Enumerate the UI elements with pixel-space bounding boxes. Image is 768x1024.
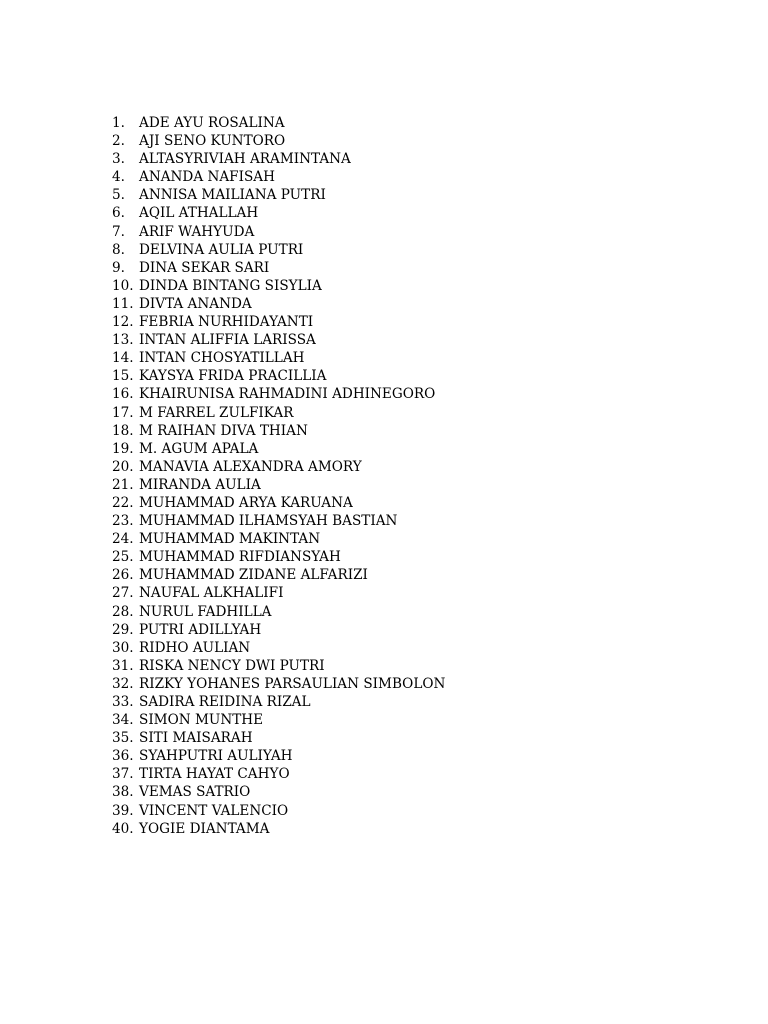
list-item xyxy=(112,223,445,241)
list-item xyxy=(112,476,445,494)
list-item xyxy=(112,729,445,747)
item-name: MUHAMMAD ZIDANE ALFARIZI xyxy=(139,567,368,584)
item-name: ADE AYU ROSALINA xyxy=(139,115,285,131)
item-name: DIVTA ANANDA xyxy=(139,295,252,312)
item-number: 29. xyxy=(112,621,134,638)
item-name: INTAN CHOSYATILLAH xyxy=(139,350,305,367)
list-item xyxy=(112,422,445,440)
list-item xyxy=(112,241,445,259)
item-number: 33. xyxy=(112,694,134,710)
list-item xyxy=(112,675,445,693)
item-name: ALTASYRIVIAH ARAMINTANA xyxy=(139,151,351,168)
list-item xyxy=(112,783,445,801)
item-number: 7. xyxy=(112,223,125,240)
item-number: 24. xyxy=(112,531,134,548)
list-item xyxy=(112,657,445,675)
list-item xyxy=(112,132,445,150)
list-item xyxy=(112,711,445,729)
item-name: MIRANDA AULIA xyxy=(139,476,261,493)
item-name: MUHAMMAD MAKINTAN xyxy=(139,531,321,548)
item-number: 37. xyxy=(112,766,134,783)
list-item xyxy=(112,367,445,385)
item-number: 20. xyxy=(112,458,134,475)
item-number: 30. xyxy=(112,639,134,656)
item-name: RIZKY YOHANES PARSAULIAN SIMBOLON xyxy=(139,675,446,692)
list-item xyxy=(112,603,445,621)
item-number: 2. xyxy=(112,133,125,150)
list-item xyxy=(112,277,445,295)
item-number: 12. xyxy=(112,314,134,331)
item-number: 32. xyxy=(112,675,134,692)
list-item xyxy=(112,458,445,476)
list-item xyxy=(112,259,445,277)
list-item xyxy=(112,765,445,783)
item-number: 6. xyxy=(112,205,125,222)
item-name: MUHAMMAD ARYA KARUANA xyxy=(139,494,353,511)
list-item xyxy=(112,186,445,204)
item-name: FEBRIA NURHIDAYANTI xyxy=(139,314,314,331)
item-number: 10. xyxy=(112,277,134,294)
list-item xyxy=(112,693,445,711)
item-number: 3. xyxy=(112,151,125,168)
item-name: MUHAMMAD RIFDIANSYAH xyxy=(139,549,341,566)
item-number: 40. xyxy=(112,820,134,837)
item-number: 27. xyxy=(112,585,134,602)
list-item xyxy=(112,168,445,186)
item-number: 5. xyxy=(112,187,125,204)
list-item xyxy=(112,639,445,657)
list-item xyxy=(112,295,445,313)
item-name: SIMON MUNTHE xyxy=(139,712,264,729)
list-item xyxy=(112,820,445,838)
item-name: DINDA BINTANG SISYLIA xyxy=(139,277,322,294)
list-item xyxy=(112,204,445,222)
list-item xyxy=(112,584,445,602)
item-name: SADIRA REIDINA RIZAL xyxy=(139,694,311,710)
name-list xyxy=(112,114,445,838)
item-number: 31. xyxy=(112,657,134,674)
item-name: M. AGUM APALA xyxy=(139,440,259,457)
list-item xyxy=(112,313,445,331)
list-item xyxy=(112,548,445,566)
list-item xyxy=(112,566,445,584)
item-number: 38. xyxy=(112,784,134,801)
item-name: RISKA NENCY DWI PUTRI xyxy=(139,657,325,674)
item-name: SYAHPUTRI AULIYAH xyxy=(139,748,293,765)
list-item xyxy=(112,385,445,403)
list-item xyxy=(112,747,445,765)
item-number: 34. xyxy=(112,712,134,729)
list-item xyxy=(112,404,445,422)
list-item xyxy=(112,621,445,639)
list-item xyxy=(112,349,445,367)
item-number: 13. xyxy=(112,332,134,349)
item-name: M FARREL ZULFIKAR xyxy=(139,404,294,421)
item-name: AQIL ATHALLAH xyxy=(139,205,259,222)
item-number: 9. xyxy=(112,259,125,276)
item-number: 35. xyxy=(112,730,134,747)
item-number: 39. xyxy=(112,802,134,819)
item-name: ANNISA MAILIANA PUTRI xyxy=(139,187,326,204)
item-number: 19. xyxy=(112,440,134,457)
item-name: KAYSYA FRIDA PRACILLIA xyxy=(139,368,327,385)
list-item xyxy=(112,114,445,132)
item-number: 16. xyxy=(112,386,134,403)
list-item xyxy=(112,150,445,168)
list-item xyxy=(112,802,445,820)
item-name: PUTRI ADILLYAH xyxy=(139,621,262,638)
item-number: 21. xyxy=(112,476,134,493)
item-number: 1. xyxy=(112,115,125,131)
item-name: INTAN ALIFFIA LARISSA xyxy=(139,332,316,349)
item-name: VINCENT VALENCIO xyxy=(139,802,289,819)
item-number: 14. xyxy=(112,350,134,367)
item-number: 28. xyxy=(112,603,134,620)
item-name: RIDHO AULIAN xyxy=(139,639,251,656)
list-item xyxy=(112,494,445,512)
item-name: NAUFAL ALKHALIFI xyxy=(139,585,284,602)
list-item xyxy=(112,440,445,458)
item-name: DELVINA AULIA PUTRI xyxy=(139,241,304,258)
item-name: M RAIHAN DIVA THIAN xyxy=(139,422,308,439)
item-name: MANAVIA ALEXANDRA AMORY xyxy=(139,458,362,475)
item-number: 8. xyxy=(112,241,125,258)
item-name: VEMAS SATRIO xyxy=(139,784,251,801)
list-item xyxy=(112,512,445,530)
item-number: 23. xyxy=(112,513,134,530)
list-item xyxy=(112,331,445,349)
item-number: 11. xyxy=(112,295,134,312)
item-number: 22. xyxy=(112,494,134,511)
list-item xyxy=(112,530,445,548)
item-name: ARIF WAHYUDA xyxy=(139,223,255,240)
item-name: TIRTA HAYAT CAHYO xyxy=(139,766,290,783)
item-name: ANANDA NAFISAH xyxy=(139,169,275,186)
item-name: NURUL FADHILLA xyxy=(139,603,272,620)
item-name: SITI MAISARAH xyxy=(139,730,253,747)
item-number: 25. xyxy=(112,549,134,566)
item-number: 36. xyxy=(112,748,134,765)
item-name: YOGIE DIANTAMA xyxy=(139,820,270,837)
item-number: 4. xyxy=(112,169,125,186)
item-name: MUHAMMAD ILHAMSYAH BASTIAN xyxy=(139,513,398,530)
item-number: 15. xyxy=(112,368,134,385)
item-number: 26. xyxy=(112,567,134,584)
item-number: 17. xyxy=(112,404,134,421)
item-name: DINA SEKAR SARI xyxy=(139,259,270,276)
item-name: AJI SENO KUNTORO xyxy=(139,133,286,150)
item-name: KHAIRUNISA RAHMADINI ADHINEGORO xyxy=(139,386,436,403)
item-number: 18. xyxy=(112,422,134,439)
